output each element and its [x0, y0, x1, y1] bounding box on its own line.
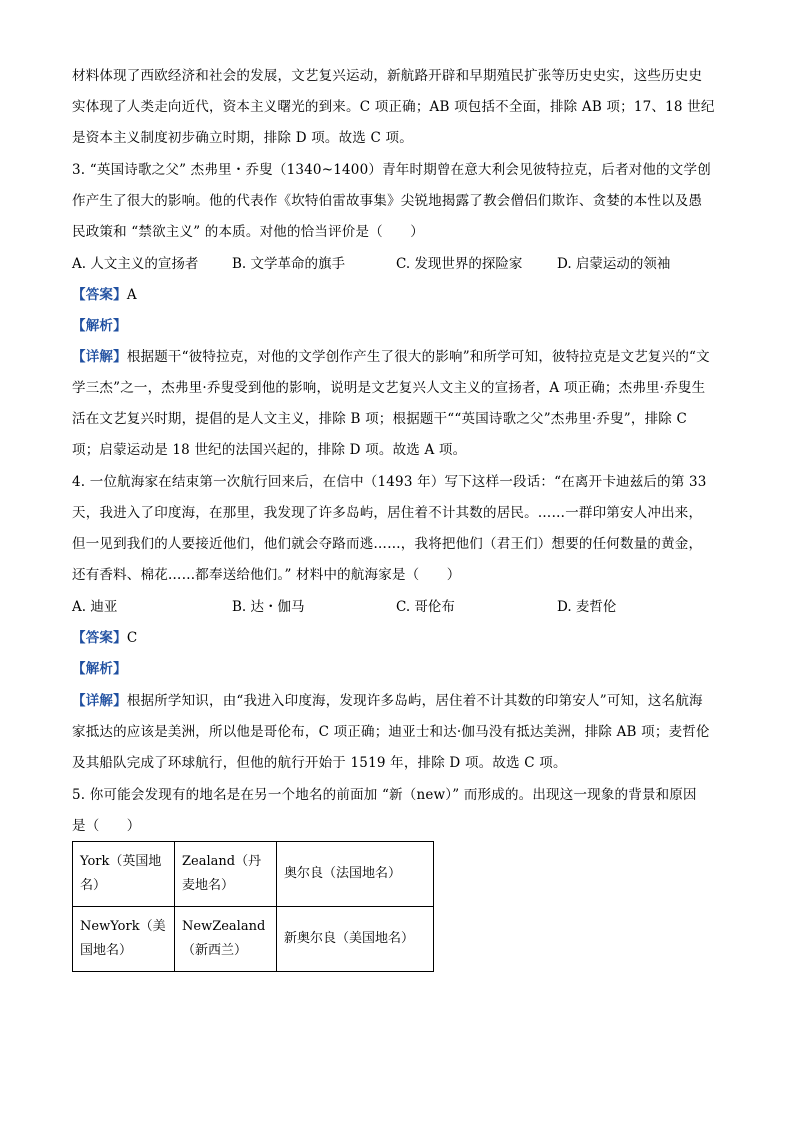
detail-text: 根据所学知识，由“我进入印度海，发现许多岛屿，居住着不计其数的印第安人”可知，这名航海 — [126, 693, 703, 709]
q5-stem-line: 是（ ） — [72, 818, 141, 834]
q3-stem-line: 3. “英国诗歌之父” 杰弗里・乔叟（1340~1400）青年时期曾在意大利会见彼特拉克，后者对他的文学创 — [72, 162, 711, 178]
place-names-table — [72, 841, 434, 972]
q4-detail-line: 及其船队完成了环球航行，但他的航行开始于 1519 年，排除 D 项。故选 C 项。 — [72, 755, 567, 771]
intro-line: 实体现了人类走向近代，资本主义曙光的到来。C 项正确；AB 项包括不全面，排除 AB 项；17、18 世纪 — [72, 99, 715, 115]
answer-tag: 【答案】 — [72, 287, 127, 303]
analysis-tag: 【解析】 — [72, 318, 127, 334]
q5-stem-line: 5. 你可能会发现有的地名是在另一个地名的前面加 “新（new）” 而形成的。出现这一现象的背景和原因 — [72, 787, 697, 803]
q3-option-b: B. 文学革命的旗手 — [232, 256, 346, 272]
q3-stem-line: 民政策和 “禁欲主义” 的本质。对他的恰当评价是（ ） — [72, 224, 424, 240]
q3-option-d: D. 启蒙运动的领袖 — [557, 256, 671, 272]
analysis-tag: 【解析】 — [72, 661, 127, 677]
table-cell: York（英国地名） — [73, 842, 175, 907]
q3-analysis — [72, 316, 727, 336]
q4-option-c: C. 哥伦布 — [396, 599, 455, 615]
intro-line: 是资本主义制度初步确立时期，排除 D 项。故选 C 项。 — [72, 130, 413, 146]
table-row — [73, 842, 434, 907]
q4-analysis — [72, 659, 727, 679]
q3-detail-line: 学三杰”之一，杰弗里·乔叟受到他的影响，说明是文艺复兴人文主义的宣扬者，A 项正确；杰弗里·乔叟生 — [72, 380, 706, 396]
q4-stem-line: 还有香料、棉花……都奉送给他们。” 材料中的航海家是（ ） — [72, 567, 461, 583]
detail-tag: 【详解】 — [72, 349, 127, 365]
q4-stem-line: 天，我进入了印度海，在那里，我发现了许多岛屿，居住着不计其数的居民。……一群印第安人冲出来， — [72, 505, 703, 521]
q4-stem-line: 但一见到我们的人要接近他们，他们就会夺路而逃……，我将把他们（君王们）想要的任何数量的黄金， — [72, 536, 703, 552]
table-cell: 奥尔良（法国地名） — [277, 842, 434, 907]
q3-detail-line: 活在文艺复兴时期，提倡的是人文主义，排除 B 项；根据题干““英国诗歌之父”杰弗里·乔叟”，排除 C — [72, 411, 688, 427]
table-cell: NewZealand（新西兰） — [175, 907, 277, 972]
q4-option-b: B. 达・伽马 — [232, 599, 305, 615]
q3-option-c: C. 发现世界的探险家 — [396, 256, 523, 272]
q4-answer — [72, 628, 727, 648]
q4-stem-line: 4. 一位航海家在结束第一次航行回来后，在信中（1493 年）写下这样一段话：“在离开卡迪兹后的第 33 — [72, 474, 707, 490]
table-cell: NewYork（美国地名） — [73, 907, 175, 972]
answer-value: C — [126, 630, 138, 646]
table-row — [73, 907, 434, 972]
answer-tag: 【答案】 — [72, 630, 127, 646]
answer-value: A — [126, 287, 137, 303]
q3-detail-line — [72, 347, 727, 367]
q4-detail-line — [72, 691, 727, 711]
intro-line: 材料体现了西欧经济和社会的发展，文艺复兴运动，新航路开辟和早期殖民扩张等历史史实，这些历史史 — [72, 68, 703, 84]
table-cell: Zealand（丹麦地名） — [175, 842, 277, 907]
q3-option-a: A. 人文主义的宣扬者 — [72, 256, 199, 272]
detail-tag: 【详解】 — [72, 693, 127, 709]
q3-detail-line: 项；启蒙运动是 18 世纪的法国兴起的，排除 D 项。故选 A 项。 — [72, 442, 467, 458]
table-cell: 新奥尔良（美国地名） — [277, 907, 434, 972]
q4-option-d: D. 麦哲伦 — [557, 599, 617, 615]
q4-detail-line: 家抵达的应该是美洲，所以他是哥伦布，C 项正确；迪亚士和达·伽马没有抵达美洲，排除 AB 项；麦哲伦 — [72, 724, 710, 740]
q4-option-a: A. 迪亚 — [72, 599, 118, 615]
q3-stem-line: 作产生了很大的影响。他的代表作《坎特伯雷故事集》尖锐地揭露了教会僧侣们欺诈、贪婪的本性以及愚 — [72, 193, 703, 209]
detail-text: 根据题干“彼特拉克，对他的文学创作产生了很大的影响”和所学可知，彼特拉克是文艺复兴的“文 — [126, 349, 710, 365]
q3-answer — [72, 285, 727, 305]
